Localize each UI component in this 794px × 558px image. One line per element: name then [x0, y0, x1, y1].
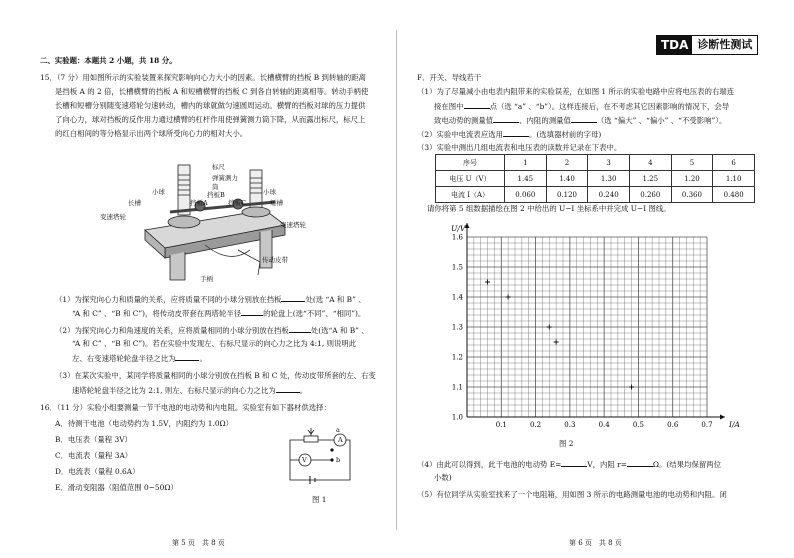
- table-cell: 电流 I（A）: [436, 187, 505, 203]
- answer-blank-q15-2b[interactable]: [175, 352, 199, 361]
- label-shoubing: 手柄: [200, 275, 213, 283]
- q16-item-b: B．电压表（量程 3V）: [55, 435, 132, 444]
- table-header-cell: 序号: [436, 155, 505, 171]
- q15-1-line-1: （1）为探究向心力和质量的关系，应将质量不同的小球分别放在挡板 处(选 “A 和 B” 、: [55, 295, 366, 304]
- table-cell: 0.120: [546, 187, 588, 203]
- x-axis-arrow: [720, 415, 725, 420]
- q15-line-4: 了向心力，球对挡板的反作用力通过横臂的杠杆作用使弹簧测力筒下降，从而露出标尺，标尺上: [55, 115, 366, 124]
- q15-3-line-2: 速塔轮轮盘半径之比为 2:1, 则左、右标尺显示的向心力之比为 。: [72, 386, 308, 395]
- label-dangban-a: 挡板A: [190, 199, 208, 207]
- p3b-line: 请你将第 5 组数据描绘在图 2 中给出的 U−I 坐标系中并完成 U−I 图线。: [427, 204, 671, 213]
- y-tick-label: 1.5: [451, 263, 463, 272]
- table-row: [436, 187, 755, 203]
- data-table: [435, 154, 755, 203]
- table-cell: 0.360: [671, 187, 713, 203]
- label-tanhuang: 弹簧测力: [212, 174, 238, 182]
- answer-blank-p1c[interactable]: [571, 114, 597, 123]
- p2-line: （2）实验中电流表应选用 。(选填器材前的字母): [417, 130, 602, 139]
- table-header-cell: 1: [505, 155, 547, 171]
- table-cell: 电压 U（V）: [436, 171, 505, 187]
- x-tick-label: 0.2: [530, 421, 542, 429]
- table-header-row: [436, 155, 755, 171]
- circuit-ammeter-label: A: [338, 436, 343, 444]
- q15-line-5: 的红白相间的等分格显示出两个球所受向心力的相对大小。: [55, 129, 248, 138]
- table-header-cell: 3: [588, 155, 630, 171]
- x-tick-label: 0.4: [598, 421, 610, 429]
- data-point: [554, 340, 559, 345]
- q15-1-line-2: “A 和 C” 、“B 和 C”)，将传动皮带套在两塔轮半径 的轮盘上(选“不同”、“相同”)。: [72, 309, 366, 318]
- table-row: [436, 171, 755, 187]
- q16-item-e: E．滑动变阻器（阻值范围 0~50Ω）: [55, 483, 178, 492]
- p1-line-1: （1）为了尽量减小由电表内阻带来的实验误差，在如图 1 所示的实验电路中应将电压表的右端连: [417, 87, 735, 96]
- footer-left: 第 5 页 共 8 页: [172, 539, 225, 547]
- q15-2-line-1: （2）为探究向心力和角速度的关系，应将质量相同的小球分别放在挡板 处(选“A 和 B” 、: [55, 326, 369, 335]
- label-xiaoqiu-left: 小球: [152, 188, 165, 196]
- p4-line-1: （4）由此可以得到，此干电池的电动势 E= V，内阻 r= Ω。(结果均保留两位: [417, 460, 722, 469]
- p5-line: （5）有位同学从实验室找来了一个电阻箱，用如图 3 所示的电路测量电池的电动势和内阻。闭: [417, 490, 727, 499]
- data-point: [485, 280, 490, 285]
- data-point: [506, 295, 511, 300]
- footer-right: 第 6 页 共 8 页: [569, 539, 622, 547]
- table-cell: 1.20: [671, 171, 713, 187]
- table-cell: 1.40: [546, 171, 588, 187]
- q15-line-1: 15．（7 分）用如图所示的实验装置来探究影响向心力大小的因素。长槽横臂的挡板 B 到转轴的距离: [40, 73, 366, 82]
- figure-1-caption: 图 1: [312, 495, 327, 504]
- answer-blank-q15-3[interactable]: [276, 384, 300, 393]
- q15-2-line-2: “A 和 C” 、“B 和 C”)。若在实验中发现左、右标尺显示的向心力之比为 4:1, 则说明此: [72, 339, 357, 348]
- circuit-label-a: a: [336, 426, 340, 434]
- answer-blank-p1a[interactable]: [464, 100, 490, 109]
- label-biansu-right: 变速塔轮: [280, 221, 306, 229]
- label-biansu-left: 变速塔轮: [100, 213, 126, 221]
- brand-tda: TDA: [657, 36, 692, 54]
- x-axis-label: I/A: [729, 420, 740, 429]
- right-page: [397, 0, 794, 558]
- x-tick-label: 0.3: [564, 421, 576, 429]
- q15-line-2: 是挡板 A 的 2 倍，长槽横臂的挡板 A 和短槽横臂的挡板 C 到各自转轴的距离相等。转动手柄使: [55, 87, 369, 96]
- y-axis-label: U/V: [451, 224, 466, 233]
- answer-blank-q15-2a[interactable]: [289, 324, 311, 333]
- y-tick-label: 1.0: [451, 413, 463, 422]
- x-tick-label: 0.5: [632, 421, 644, 429]
- p4-line-2: 小数): [434, 473, 452, 482]
- answer-blank-p1b[interactable]: [493, 114, 519, 123]
- y-tick-label: 1.2: [451, 353, 463, 362]
- table-header-cell: 6: [713, 155, 755, 171]
- figure-2-caption: 图 2: [559, 439, 574, 448]
- x-tick-label: 0.1: [495, 421, 507, 429]
- circuit-label-b: b: [336, 456, 341, 464]
- label-changcao: 长槽: [128, 199, 141, 207]
- q16-item-c: C．电流表（量程 3A）: [55, 451, 133, 460]
- answer-blank-p2[interactable]: [503, 128, 529, 137]
- table-cell: 1.45: [505, 171, 547, 187]
- table-cell: 0.240: [588, 187, 630, 203]
- table-header-cell: 5: [671, 155, 713, 171]
- ui-chart: [439, 222, 759, 442]
- answer-blank-r[interactable]: [627, 458, 653, 467]
- section-heading: 二、实验题：本题共 2 小题，共 18 分。: [40, 56, 177, 65]
- label-duancao: 短槽: [270, 199, 283, 207]
- label-xiaoqiu-right: 小球: [263, 188, 276, 196]
- label-chuandong: 传动皮带: [262, 256, 288, 264]
- p1-line-3: 致电动势的测量值 、内阻的测量值 （选 “偏大” 、“偏小” 、“不受影响”）。: [434, 116, 727, 125]
- data-point: [547, 325, 552, 330]
- table-cell: 1.30: [588, 171, 630, 187]
- q15-2-line-3: 左、右变速塔轮轮盘半径之比为 。: [72, 354, 207, 363]
- answer-blank-q15-1a[interactable]: [281, 293, 305, 302]
- x-tick-label: 0.6: [667, 421, 679, 429]
- table-cell: 0.260: [629, 187, 671, 203]
- p3-line: （3）实验中测出几组电流表和电压表的读数并记录在下表中。: [417, 143, 622, 152]
- table-cell: 1.10: [713, 171, 755, 187]
- x-tick-label: 0.7: [701, 421, 713, 429]
- label-dangban-c: 挡板C: [228, 199, 246, 207]
- q16-intro: 16．（11 分）实验小组要测量一节干电池的电动势和内电阻。实验室有如下器材供选择：: [40, 403, 331, 412]
- table-cell: 0.480: [713, 187, 755, 203]
- y-tick-label: 1.3: [451, 323, 463, 332]
- table-cell: 0.060: [505, 187, 547, 203]
- y-tick-label: 1.4: [451, 293, 463, 302]
- q15-3-line-1: （3）在某次实验中，某同学将质量相同的小球分别放在挡板 B 和 C 处，传动皮带所套的左、右变: [55, 371, 376, 380]
- circuit-voltmeter-label: V: [302, 456, 307, 464]
- q16-item-d: D．电流表（量程 0.6A）: [55, 467, 140, 476]
- answer-blank-emf[interactable]: [561, 458, 587, 467]
- p1-line-2: 接在图中 点（选 “a” 、“b”）。这样连接后，在不考虑其它因素影响的情况下，会导: [434, 102, 730, 111]
- label-tanhuang-2: 筒: [212, 183, 219, 191]
- data-point: [629, 385, 634, 390]
- q16-item-a: A．待测干电池（电动势约为 1.5V，内阻约为 1.0Ω）: [55, 419, 234, 428]
- table-cell: 1.25: [629, 171, 671, 187]
- brand-banner: [656, 35, 758, 55]
- q15-line-3: 长槽和短槽分别随变速塔轮匀速转动，槽内的球就做匀速圆周运动。横臂的挡板对球的压力提供: [55, 101, 366, 110]
- y-tick-label: 1.6: [451, 233, 463, 242]
- label-biaochi: 标尺: [212, 163, 225, 171]
- table-header-cell: 2: [546, 155, 588, 171]
- y-tick-label: 1.1: [451, 383, 463, 392]
- label-dangban-b: 挡板B: [207, 191, 225, 199]
- answer-blank-q15-1b[interactable]: [241, 307, 263, 316]
- item-f: F．开关、导线若干: [417, 73, 482, 82]
- brand-title: 诊断性测试: [692, 36, 757, 54]
- circuit-figure-1: [280, 420, 360, 490]
- table-header-cell: 4: [629, 155, 671, 171]
